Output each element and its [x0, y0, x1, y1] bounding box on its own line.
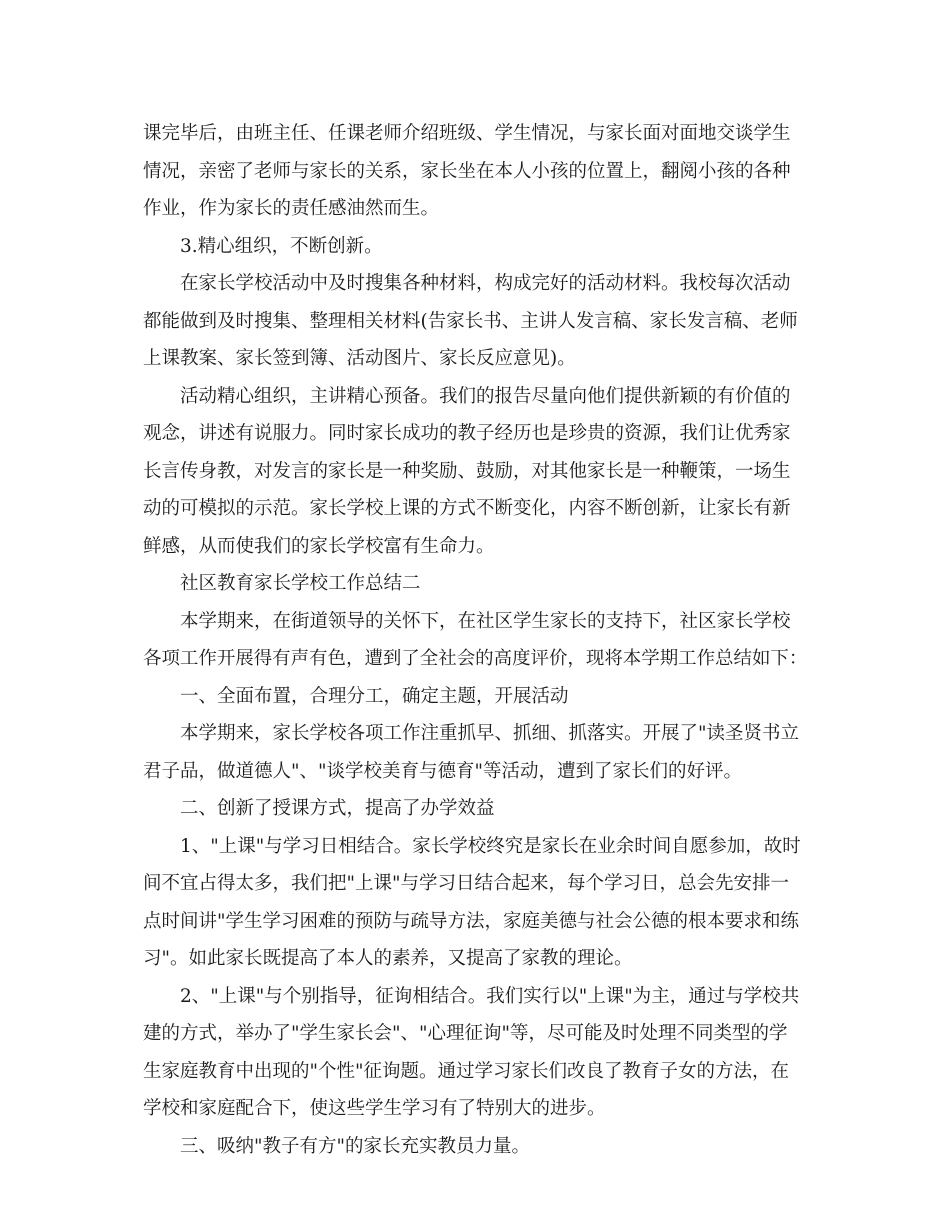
text-line: 本学期来，在街道领导的关怀下，在社区学生家长的支持下，社区家长学校 — [180, 610, 791, 632]
text-line: 间不宜占得太多，我们把"上课"与学习日结合起来，每个学习日，总会先安排一 — [143, 873, 790, 894]
text-line: 各项工作开展得有声有色，遭到了全社会的高度评价，现将本学期工作总结如下： — [143, 648, 808, 669]
text-line: 活动精心组织，主讲精心预备。我们的报告尽量向他们提供新颖的有价值的 — [180, 385, 791, 407]
document-body — [143, 115, 808, 1165]
text-line: 社区教育家长学校工作总结二 — [180, 573, 421, 594]
text-line: 1、"上课"与学习日相结合。家长学校终究是家长在业余时间自愿参加，故时 — [180, 835, 801, 857]
text-line: 一、全面布置，合理分工，确定主题，开展活动 — [180, 685, 569, 707]
text-line: 三、吸纳"教子有方"的家长充实教员力量。 — [180, 1135, 531, 1157]
text-line: 在家长学校活动中及时搜集各种材料，构成完好的活动材料。我校每次活动 — [180, 273, 791, 294]
text-line: 课完毕后，由班主任、任课老师介绍班级、学生情况，与家长面对面地交谈学生 — [143, 123, 791, 144]
text-line: 都能做到及时搜集、整理相关材料(告家长书、主讲人发言稿、家长发言稿、老师 — [143, 310, 798, 332]
text-line: 学校和家庭配合下，使这些学生学习有了特别大的进步。 — [143, 1098, 606, 1119]
text-line: 长言传身教，对发言的家长是一种奖励、鼓励，对其他家长是一种鞭策，一场生 — [143, 460, 791, 482]
text-line: 动的可模拟的示范。家长学校上课的方式不断变化，内容不断创新，让家长有新 — [143, 498, 791, 519]
text-line: 本学期来，家长学校各项工作注重抓早、抓细、抓落实。开展了"读圣贤书立 — [180, 723, 800, 744]
text-line: 君子品，做道德人"、"谈学校美育与德育"等活动，遭到了家长们的好评。 — [143, 760, 743, 782]
text-line: 2、"上课"与个别指导，征询相结合。我们实行以"上课"为主，通过与学校共 — [180, 985, 800, 1007]
text-line: 二、创新了授课方式，提高了办学效益 — [180, 798, 495, 819]
text-line: 点时间讲"学生学习困难的预防与疏导方法，家庭美德与社会公德的根本要求和练 — [143, 910, 800, 932]
text-line: 建的方式，举办了"学生家长会"、"心理征询"等，尽可能及时处理不同类型的学 — [143, 1023, 788, 1044]
text-line: 鲜感，从而使我们的家长学校富有生命力。 — [143, 535, 495, 557]
text-line: 情况，亲密了老师与家长的关系，家长坐在本人小孩的位置上，翻阅小孩的各种 — [143, 160, 791, 182]
text-line: 上课教案、家长签到簿、活动图片、家长反应意见)。 — [143, 348, 576, 369]
text-line: 作业，作为家长的责任感油然而生。 — [143, 198, 440, 219]
text-line: 生家庭教育中出现的"个性"征询题。通过学习家长们改良了教育子女的方法，在 — [143, 1060, 790, 1082]
text-line: 观念，讲述有说服力。同时家长成功的教子经历也是珍贵的资源，我们让优秀家 — [143, 423, 791, 444]
text-line: 3.精心组织，不断创新。 — [180, 235, 383, 257]
text-line: 习"。如此家长既提高了本人的素养，又提高了家教的理论。 — [143, 948, 633, 969]
